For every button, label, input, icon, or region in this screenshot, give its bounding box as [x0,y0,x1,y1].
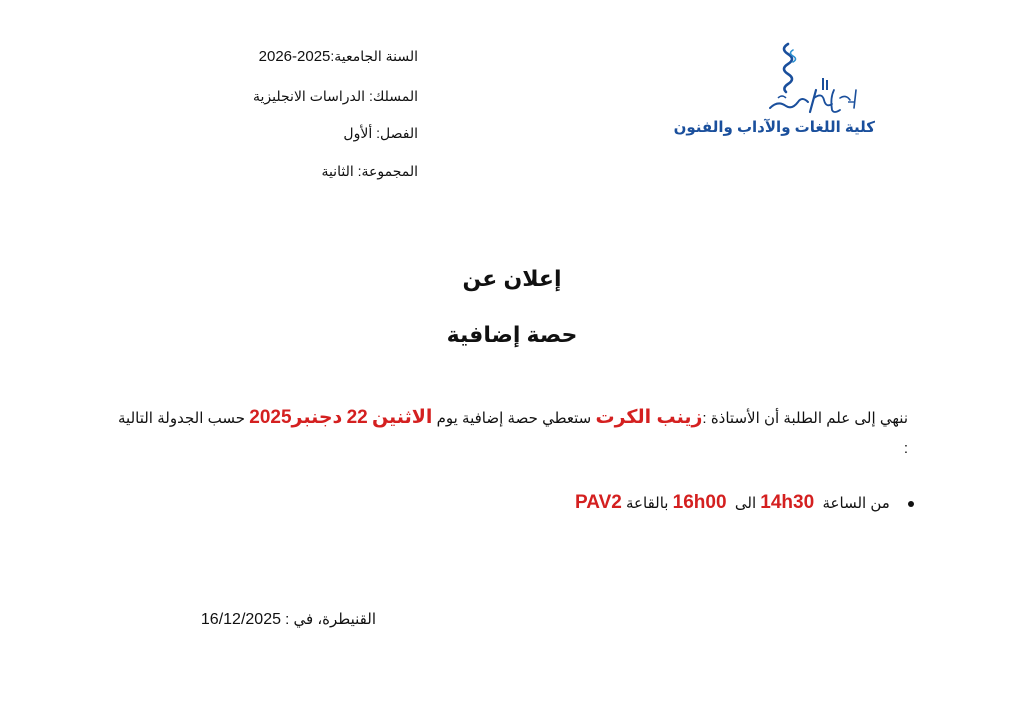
room-label: بالقاعة [626,495,669,512]
session-year: 2025 [249,407,292,428]
track-label: المسلك: [368,88,418,104]
semester [343,125,418,142]
university-logo [673,40,875,140]
faculty-name: كلية اللغات والآداب والفنون [673,119,875,136]
teacher-name: زينب الكرت [595,407,703,428]
session-day: الاثنين [371,407,433,428]
to-label: الى [734,495,757,512]
track-value: الدراسات الانجليزية [253,88,366,104]
group [321,163,418,180]
semester-value: ألأول [343,125,373,141]
academic-year-value: 2026-2025 [258,48,331,65]
schedule-item [575,492,914,514]
start-time: 14h30 [760,492,815,513]
announcement-subtitle: حصة إضافية [446,322,578,347]
issue-date: 16/12/2025 [200,611,281,628]
semester-label: الفصل: [376,125,418,141]
session-date-num: 22 [346,407,368,428]
body-intro: ننهي إلى علم الطلبة أن الأستاذة : [702,410,908,427]
announcement-title: إعلان عن [462,266,562,291]
academic-year-label: السنة الجامعية: [330,48,418,64]
university-emblem-icon [730,40,875,120]
place-date [201,610,376,629]
track [253,88,418,105]
bullet-icon [908,501,914,507]
group-value: الثانية [321,163,354,179]
session-month: دجنبر [291,407,343,428]
body-outro: حسب الجدولة التالية : [118,410,908,457]
from-label: من الساعة [822,495,890,512]
place-label: القنيطرة، في : [285,611,376,628]
group-label: المجموعة: [357,163,418,179]
announcement-body [118,403,908,464]
body-mid: ستعطي حصة إضافية يوم [432,410,596,427]
end-time: 16h00 [672,492,727,513]
room-name: PAV2 [575,492,622,513]
academic-year [259,48,418,65]
